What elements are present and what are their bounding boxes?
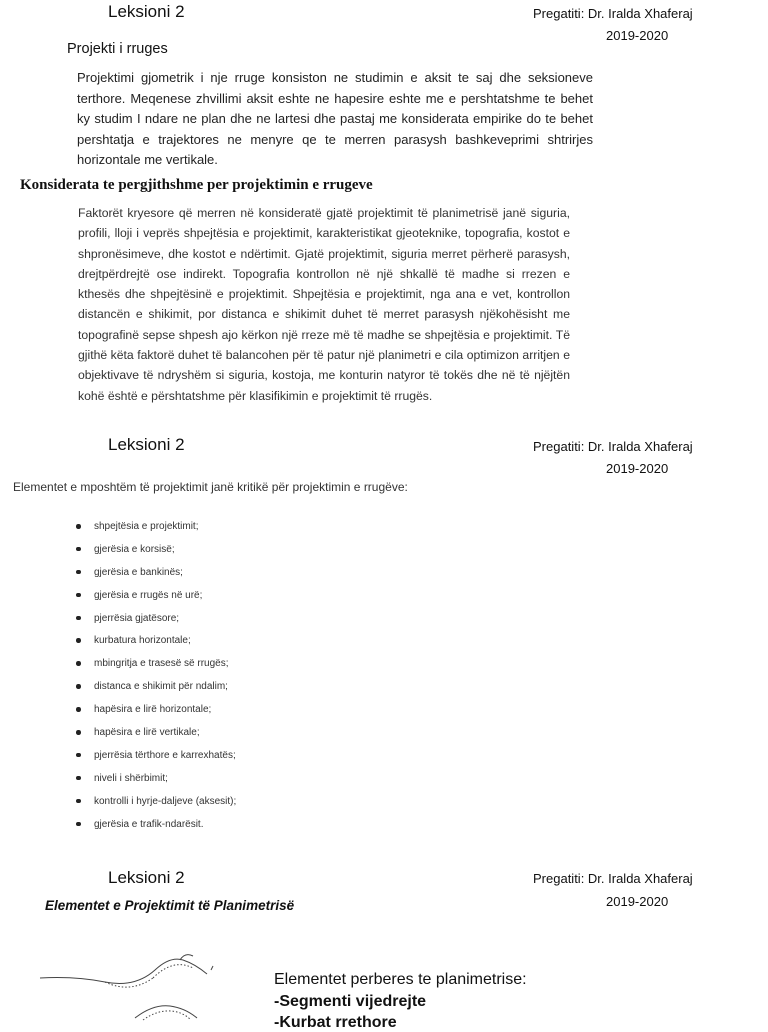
design-elements-list [76,520,476,840]
lesson-title: Leksioni 2 [108,868,185,887]
list-item: pjerrësia gjatësore; [76,612,476,635]
academic-year: 2019-2020 [606,28,669,43]
component-straight-segment: -Segmenti vijedrejte [274,993,427,1010]
list-item: shpejtësia e projektimit; [76,520,476,543]
list-item: kontrolli i hyrje-daljeve (aksesit); [76,795,476,818]
author-credit: Pregatiti: Dr. Iralda Xhaferaj [533,6,693,21]
lesson-title: Leksioni 2 [108,435,185,454]
intro-paragraph: Projektimi gjometrik i nje rruge konsiston ne studimin e aksit te saj dhe seksioneve terthore. Meqenese zhvillimi aksit eshte ne hapesire eshte me e pershtatshme te behet ky studim I ndare ne plan dhe ne lartesi dhe pastaj me konsiderata empirike do te behet pershtatja e trajektores ne menyre qe te merren parasysh bashkeveprimi shtrirjes horizontale me vertikale. [77,70,593,168]
elements-intro: Elementet e mposhtëm të projektimit janë kritikë për projektimin e rrugëve: [13,480,408,494]
list-item: gjerësia e trafik-ndarësit. [76,818,476,841]
component-circular-curves: -Kurbat rrethore [274,1014,397,1031]
curve-sketch-figure [35,948,235,1024]
academic-year: 2019-2020 [606,461,669,476]
list-item: distanca e shikimit për ndalim; [76,680,476,703]
academic-year: 2019-2020 [606,894,669,909]
planimetry-title: Elementet e Projektimit të Planimetrisë [45,898,295,913]
author-credit: Pregatiti: Dr. Iralda Xhaferaj [533,439,693,454]
list-item: gjerësia e bankinës; [76,566,476,589]
list-item: gjerësia e rrugës në urë; [76,589,476,612]
author-credit: Pregatiti: Dr. Iralda Xhaferaj [533,871,693,886]
considerations-paragraph: Faktorët kryesore që merren në konsideratë gjatë projektimit të planimetrisë janë siguria, profili, lloji i veprës shpejtësia e projektimit, karakteristikat gjeoteknike, topografia, kostot e shpronësimeve, dhe kostot e ndërtimit. Gjatë projektimit, siguria merret përherë parasysh, drejtpërdrejtë ose indirekt. Topografia kontrollon në një shkallë të madhe si rrezen e kthesës dhe shpejtësinë e projektimit. Shpejtësia e projektimit, nga ana e vet, kontrollon distancën e shikimit, por distanca e shikimit duhet të merret parasysh njëkohësisht me topografinë sepse shpesh ajo kërkon një rreze më të madhe se shpejtësia e projektimit. Të gjithë këta faktorë duhet të balancohen për të patur një planimetri e cila optimizon arritjen e objektivave të ndryshëm si siguria, kostoja, me konturin natyror të tokës dhe në të njëjtën kohë është e përshtatshme për klasifikimin e projektimit të rrugës. [78,206,570,403]
planimetry-components-heading: Elementet perberes te planimetrise: [274,971,527,988]
list-item: hapësira e lirë horizontale; [76,703,476,726]
list-item: gjerësia e korsisë; [76,543,476,566]
section-heading: Konsiderata te pergjithshme per projektimin e rrugeve [20,177,373,193]
list-item: niveli i shërbimit; [76,772,476,795]
lesson-title: Leksioni 2 [108,2,185,21]
list-item: hapësira e lirë vertikale; [76,726,476,749]
list-item: pjerrësia tërthore e karrexhatës; [76,749,476,772]
list-item: mbingritja e trasesë së rrugës; [76,657,476,680]
list-item: kurbatura horizontale; [76,634,476,657]
section-subheading: Projekti i rruges [67,41,168,57]
